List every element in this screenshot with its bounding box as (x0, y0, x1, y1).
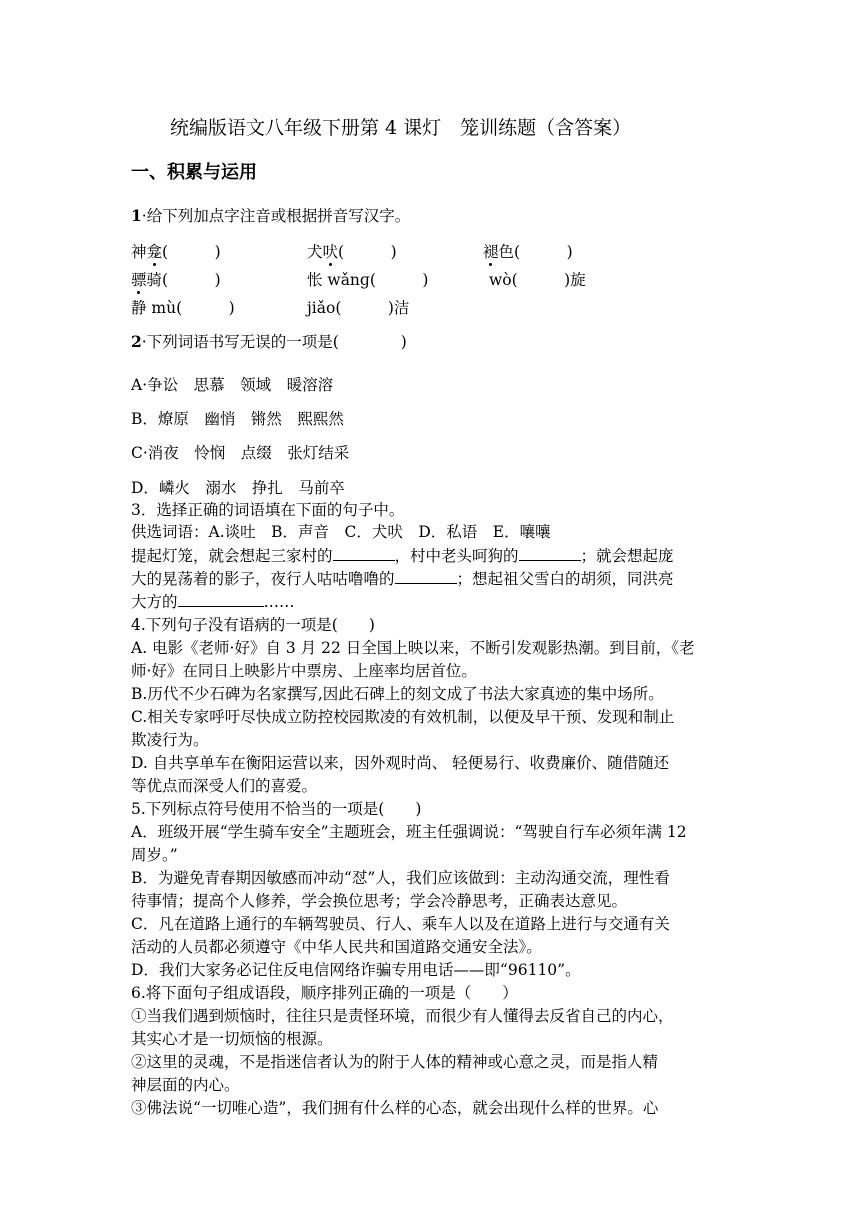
item-text: 神 (131, 243, 147, 261)
item-blank: ( ) (162, 243, 221, 261)
text-line: B.历代不少石碑为名家撰写,因此石碑上的刻文成了书法大家真迹的集中场所。 (131, 685, 664, 703)
text-line: 活动的人员都必须遵守《中华人民共和国道路交通安全法》。 (131, 938, 542, 956)
question-5-stem: 5.下列标点符号使用不恰当的一项是( ) (131, 800, 422, 818)
question-1-stem (131, 206, 410, 226)
text-line: ③佛法说“一切唯心造”，我们拥有什么样的心态，就会出现什么样的世界。心 (131, 1099, 659, 1117)
word-choices: 供选词语：A.谈吐 B．声音 C．犬吠 D．私语 E．嚷嚷 (131, 523, 551, 541)
text-line: 欺凌行为。 (131, 731, 209, 749)
dotted-char: 褪 (483, 243, 499, 261)
answer-option: D．嶙火 溺水 挣扎 马前卒 (131, 479, 345, 497)
text-line: ②这里的灵魂，不是指迷信者认为的附于人体的精神或心意之灵，而是指人精 (131, 1053, 659, 1071)
answer-blank (519, 546, 581, 561)
item-blank: 骑( ) (146, 271, 221, 289)
question-text: ·下列词语书写无误的一项是( ) (141, 333, 407, 351)
text-line: C.相关专家呼吁尽快成立防控校园欺凌的有效机制，以便及早干预、发现和制止 (131, 708, 675, 726)
text-line: 周岁。” (131, 846, 178, 864)
fill-blank-line (131, 592, 295, 612)
item-blank: 色( ) (498, 243, 573, 261)
text-line: D. 自共享单车在衡阳运营以来，因外观时尚、 轻便易行、收费廉价、随借随还 (131, 754, 670, 772)
line-text: 大的晃荡着的影子，夜行人咕咕噜噜的 (131, 570, 395, 588)
pinyin-item (131, 242, 221, 262)
answer-blank (333, 546, 395, 561)
question-number: 1 (131, 206, 142, 225)
answer-option: C·消夜 怜悯 点缀 张灯结采 (131, 444, 350, 462)
text-line: 等优点而深受人们的喜爱。 (131, 777, 318, 795)
line-text: ；就会想起庞 (580, 547, 674, 565)
question-number: 2 (131, 332, 142, 351)
line-text: 大方的 (131, 593, 178, 611)
question-4-stem: 4.下列句子没有语病的一项是( ) (131, 616, 375, 634)
text-line: 神层面的内心。 (131, 1076, 240, 1094)
text-line: C．凡在道路上通行的车辆驾驶员、行人、乘车人以及在道路上进行与交通有关 (131, 915, 670, 933)
answer-blank (178, 592, 264, 607)
item-text: 犬 (307, 243, 323, 261)
pinyin-item (307, 242, 397, 262)
text-line: ①当我们遇到烦恼时，往往只是责怪环境，而很少有人懂得去反省自己的内心， (131, 1007, 674, 1025)
text-line: A. 电影《老师·好》自 3 月 22 日全国上映以来，不断引发观影热潮。到目前，《老 (131, 639, 695, 657)
text-line: 师·好》在同日上映影片中票房、上座率均居首位。 (131, 662, 477, 680)
answer-blank (395, 569, 457, 584)
line-text: 提起灯笼，就会想起三家村的 (131, 547, 333, 565)
text-line: B．为避免青春期因敏感而冲动“怼”人，我们应该做到：主动沟通交流，理性看 (131, 869, 670, 887)
pinyin-item: 静 mù( ) (131, 299, 235, 317)
text-line: A．班级开展“学生骑车安全”主题班会，班主任强调说：“驾驶自行车必须年满 12 (131, 823, 687, 841)
dotted-char: 龛 (146, 243, 163, 261)
dotted-char: 骠 (131, 271, 147, 289)
answer-option: B．燎原 幽悄 锵然 熙熙然 (131, 410, 344, 428)
pinyin-item: jiǎo( )洁 (307, 299, 410, 317)
pinyin-item (131, 270, 221, 290)
text-line: 待事情；提高个人修养，学会换位思考；学会冷静思考，正确表达意见。 (131, 892, 628, 910)
answer-option: A·争讼 思慕 领域 暖溶溶 (131, 376, 334, 394)
pinyin-item: wò( )旋 (489, 271, 586, 289)
text-line: 其实心才是一切烦恼的根源。 (131, 1030, 333, 1048)
fill-blank-line (131, 546, 674, 566)
item-blank: ( ) (338, 243, 397, 261)
question-6-stem: 6.将下面句子组成语段，顺序排列正确的一项是（ ） (131, 984, 518, 1002)
dotted-char: 吠 (322, 243, 339, 261)
text-line: D．我们大家务必记住反电信网络诈骗专用电话——即“96110”。 (131, 961, 581, 979)
pinyin-item (483, 242, 573, 262)
line-text: ，村中老头呵狗的 (394, 547, 519, 565)
question-text: ·给下列加点字注音或根据拼音写汉字。 (141, 207, 411, 225)
line-text: …… (263, 593, 295, 611)
question-3-stem: 3．选择正确的词语填在下面的句子中。 (131, 501, 405, 519)
page-title: 统编版语文八年级下册第 4 课灯 笼训练题（含答案） (170, 117, 632, 139)
line-text: ；想起祖父雪白的胡须，同洪亮 (456, 570, 674, 588)
pinyin-item: 怅 wǎnɡ( ) (307, 271, 429, 289)
section-heading: 一、积累与运用 (131, 162, 257, 183)
question-2-stem (131, 332, 407, 352)
fill-blank-line (131, 569, 674, 589)
